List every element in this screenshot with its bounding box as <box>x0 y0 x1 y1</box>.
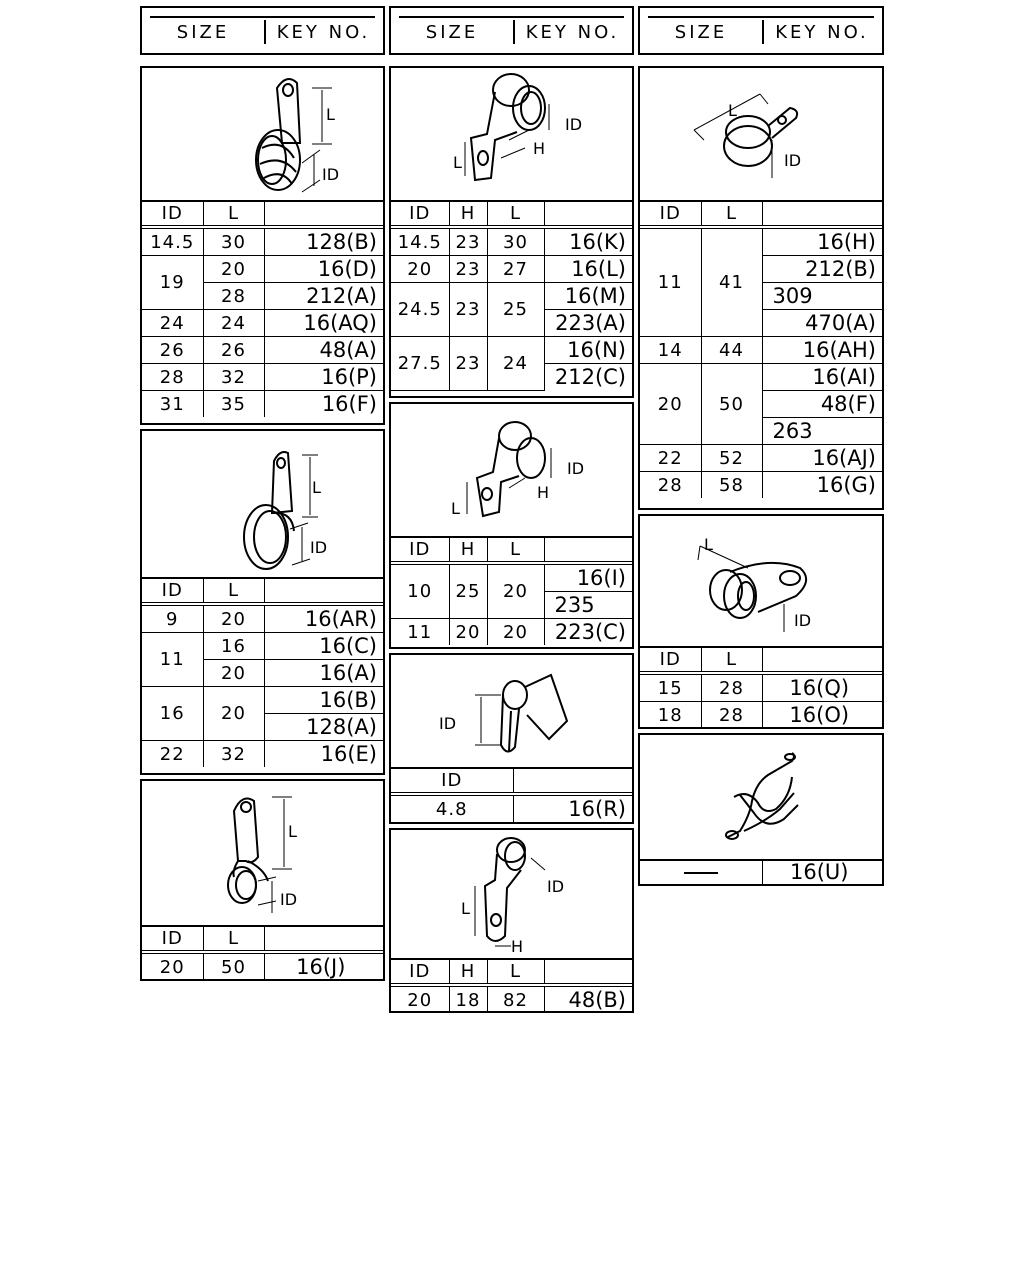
clamp-9-table <box>640 648 882 728</box>
table-cell: 16(AH) <box>762 337 882 364</box>
table-cell: 16(Q) <box>762 673 882 702</box>
table-row <box>142 337 383 364</box>
table-cell: 48(B) <box>544 985 632 1013</box>
table-cell: 20 <box>449 619 487 646</box>
dim-h-label: H <box>511 937 524 956</box>
clamp-6-table <box>391 769 632 822</box>
table-cell: 20 <box>203 604 264 633</box>
table-row <box>142 633 383 660</box>
table-cell <box>513 769 632 794</box>
table-cell: 20 <box>203 660 264 687</box>
table-row <box>391 227 632 256</box>
table-cell: 16(C) <box>264 633 383 660</box>
table-cell: ID <box>391 202 449 227</box>
clamp-panel-4 <box>389 66 634 398</box>
table-cell: 23 <box>449 283 487 337</box>
table-row <box>142 364 383 391</box>
clamp-panel-5 <box>389 402 634 649</box>
dim-id-label: ID <box>310 538 328 557</box>
table-cell: 16(AR) <box>264 604 383 633</box>
table-cell: 28 <box>142 364 203 391</box>
clamp-drawing <box>391 655 632 769</box>
table-cell: 26 <box>203 337 264 364</box>
table-cell: L <box>203 579 264 604</box>
table-cell: H <box>449 960 487 985</box>
table-cell: 48(F) <box>762 391 882 418</box>
clamp-drawing <box>142 68 383 202</box>
table-cell: 16(AI) <box>762 364 882 391</box>
table-cell: 14.5 <box>142 227 203 256</box>
table-cell: 212(C) <box>544 364 632 391</box>
table-cell: 22 <box>640 445 701 472</box>
table-cell: 16(P) <box>264 364 383 391</box>
dim-h-label: H <box>533 139 546 158</box>
dim-id-label: ID <box>322 165 340 184</box>
table-cell: 28 <box>701 702 762 729</box>
size-header-col2 <box>389 6 634 55</box>
table-cell <box>762 202 882 227</box>
table-cell: 35 <box>203 391 264 418</box>
table-cell: 44 <box>701 337 762 364</box>
table-cell: 24 <box>487 337 544 391</box>
table-cell: 11 <box>640 227 701 337</box>
size-header-col1 <box>140 6 385 55</box>
table-row <box>391 985 632 1013</box>
clamp-panel-2 <box>140 429 385 775</box>
table-cell: 16(AJ) <box>762 445 882 472</box>
table-cell <box>544 960 632 985</box>
table-cell: 28 <box>701 673 762 702</box>
table-cell: 20 <box>487 619 544 646</box>
table-row <box>142 310 383 337</box>
table-cell: 263 <box>762 418 882 445</box>
table-cell: L <box>487 202 544 227</box>
clamp-panel-3 <box>140 779 385 981</box>
table-cell: 235 <box>544 592 632 619</box>
table-cell: 58 <box>701 472 762 499</box>
key-no-label: KEY NO. <box>276 22 371 43</box>
size-header-col3 <box>638 6 884 55</box>
size-label: SIZE <box>176 22 230 43</box>
table-cell: 128(B) <box>264 227 383 256</box>
table-row <box>640 702 882 729</box>
table-cell: 30 <box>203 227 264 256</box>
table-cell: 212(B) <box>762 256 882 283</box>
table-row <box>391 563 632 592</box>
table-cell: 31 <box>142 391 203 418</box>
table-cell: 9 <box>142 604 203 633</box>
table-cell: 16(R) <box>513 794 632 822</box>
table-cell: 24 <box>203 310 264 337</box>
dim-l-label: L <box>453 153 462 172</box>
table-row <box>142 604 383 633</box>
table-cell: ID <box>391 960 449 985</box>
table-cell: 50 <box>203 952 264 980</box>
table-cell: 30 <box>487 227 544 256</box>
dim-l-label: L <box>451 499 460 518</box>
table-cell: 20 <box>487 563 544 619</box>
dim-id-label: ID <box>784 151 802 170</box>
table-cell <box>544 202 632 227</box>
table-cell: 20 <box>391 256 449 283</box>
table-cell: 23 <box>449 256 487 283</box>
table-row <box>142 256 383 283</box>
dim-id-label: ID <box>794 611 812 630</box>
table-row <box>391 256 632 283</box>
clamp-3-table <box>142 927 383 980</box>
table-cell: 16(AQ) <box>264 310 383 337</box>
table-cell: 11 <box>142 633 203 687</box>
table-cell: 128(A) <box>264 714 383 741</box>
dim-id-label: ID <box>280 890 298 909</box>
table-cell: 16(M) <box>544 283 632 310</box>
table-cell: 14 <box>640 337 701 364</box>
table-cell: L <box>701 202 762 227</box>
clamp-drawing <box>640 68 882 202</box>
table-cell: 16(U) <box>762 859 882 885</box>
table-cell: 23 <box>449 337 487 391</box>
table-cell: 18 <box>449 985 487 1013</box>
table-row <box>640 227 882 256</box>
table-cell: 22 <box>142 741 203 768</box>
dim-id-label: ID <box>439 714 457 733</box>
table-row <box>391 337 632 364</box>
table-cell: 23 <box>449 227 487 256</box>
table-row <box>142 391 383 418</box>
table-cell: 223(A) <box>544 310 632 337</box>
table-row <box>640 364 882 391</box>
table-row <box>640 337 882 364</box>
table-row <box>391 283 632 310</box>
table-cell: 32 <box>203 364 264 391</box>
table-cell: ID <box>640 202 701 227</box>
table-cell: 16(G) <box>762 472 882 499</box>
dim-id-label: ID <box>567 459 585 478</box>
table-cell: 16(A) <box>264 660 383 687</box>
table-cell: L <box>203 927 264 952</box>
table-cell: 10 <box>391 563 449 619</box>
dim-l-label: L <box>704 535 713 554</box>
size-label: SIZE <box>425 22 479 43</box>
table-cell: 16(H) <box>762 227 882 256</box>
key-no-label: KEY NO. <box>775 22 869 43</box>
table-cell: 16 <box>203 633 264 660</box>
table-cell: H <box>449 538 487 563</box>
clamp-panel-8 <box>638 66 884 510</box>
table-cell <box>264 927 383 952</box>
clamp-drawing <box>391 404 632 538</box>
table-cell <box>762 648 882 673</box>
col-key <box>264 202 383 227</box>
table-cell: 16(L) <box>544 256 632 283</box>
clamp-10-table <box>640 859 882 885</box>
table-cell: L <box>487 960 544 985</box>
table-row <box>640 472 882 499</box>
table-row <box>142 952 383 980</box>
table-cell: 28 <box>640 472 701 499</box>
key-no-label: KEY NO. <box>525 22 620 43</box>
table-cell: 16 <box>142 687 203 741</box>
clamp-drawing <box>142 431 383 579</box>
dim-h-label: H <box>537 483 550 502</box>
clamp-panel-9 <box>638 514 884 729</box>
table-cell: H <box>449 202 487 227</box>
table-cell: 52 <box>701 445 762 472</box>
table-row <box>640 445 882 472</box>
table-cell: 20 <box>391 985 449 1013</box>
clamp-panel-1 <box>140 66 385 425</box>
table-cell: L <box>487 538 544 563</box>
clamp-drawing <box>640 516 882 648</box>
table-cell: L <box>701 648 762 673</box>
table-cell: 20 <box>203 256 264 283</box>
table-cell: 4.8 <box>391 794 513 822</box>
table-cell: 309 <box>762 283 882 310</box>
clamp-drawing <box>391 68 632 202</box>
table-cell: 19 <box>142 256 203 310</box>
table-cell: 24 <box>142 310 203 337</box>
table-cell: 16(I) <box>544 563 632 592</box>
table-cell: ID <box>142 927 203 952</box>
table-cell: 27.5 <box>391 337 449 391</box>
table-cell: 18 <box>640 702 701 729</box>
table-row <box>391 619 632 646</box>
table-cell <box>264 579 383 604</box>
clamp-5-table <box>391 538 632 645</box>
table-row <box>142 687 383 714</box>
dim-id-label: ID <box>565 115 583 134</box>
clamp-panel-10 <box>638 733 884 886</box>
table-cell: 50 <box>701 364 762 445</box>
dim-l-label: L <box>312 478 321 497</box>
size-label: SIZE <box>674 22 728 43</box>
dim-l-label: L <box>461 899 470 918</box>
table-cell: 25 <box>487 283 544 337</box>
table-cell: 223(C) <box>544 619 632 646</box>
table-cell: 16(D) <box>264 256 383 283</box>
dim-id-label: ID <box>547 877 565 896</box>
clamp-2-table <box>142 579 383 767</box>
table-cell: 16(F) <box>264 391 383 418</box>
clamp-8-table <box>640 202 882 498</box>
table-cell: 20 <box>640 364 701 445</box>
clamp-7-table <box>391 960 632 1013</box>
table-cell: 48(A) <box>264 337 383 364</box>
dim-l-label: L <box>728 101 737 120</box>
dim-l-label: L <box>288 822 297 841</box>
table-cell: 11 <box>391 619 449 646</box>
clamp-1-table <box>142 202 383 417</box>
table-cell <box>640 859 762 885</box>
table-cell <box>544 538 632 563</box>
table-cell: 20 <box>142 952 203 980</box>
clamp-drawing <box>640 735 882 861</box>
table-cell: 32 <box>203 741 264 768</box>
clamp-drawing <box>391 830 632 960</box>
table-cell: ID <box>640 648 701 673</box>
table-cell: 212(A) <box>264 283 383 310</box>
table-cell: 16(N) <box>544 337 632 364</box>
table-row <box>142 227 383 256</box>
table-cell: 82 <box>487 985 544 1013</box>
table-cell: 16(J) <box>264 952 383 980</box>
dim-l-label: L <box>326 105 335 124</box>
table-cell: ID <box>142 579 203 604</box>
table-cell: 28 <box>203 283 264 310</box>
col-l: L <box>203 202 264 227</box>
table-cell: ID <box>391 769 513 794</box>
clamp-panel-7 <box>389 828 634 1013</box>
clamp-4-table <box>391 202 632 391</box>
table-row <box>640 859 882 885</box>
table-cell: 16(E) <box>264 741 383 768</box>
table-cell: 24.5 <box>391 283 449 337</box>
table-cell: 20 <box>203 687 264 741</box>
table-cell: 16(O) <box>762 702 882 729</box>
table-cell: 15 <box>640 673 701 702</box>
table-cell: 16(K) <box>544 227 632 256</box>
clamp-panel-6 <box>389 653 634 824</box>
dash-mark <box>684 872 718 874</box>
table-row <box>391 794 632 822</box>
col-id: ID <box>142 202 203 227</box>
table-cell: 41 <box>701 227 762 337</box>
table-cell: 27 <box>487 256 544 283</box>
table-cell: 25 <box>449 563 487 619</box>
table-cell: 16(B) <box>264 687 383 714</box>
table-row <box>142 741 383 768</box>
table-row <box>640 673 882 702</box>
table-cell: 470(A) <box>762 310 882 337</box>
table-cell: 14.5 <box>391 227 449 256</box>
clamp-drawing <box>142 781 383 927</box>
table-cell: 26 <box>142 337 203 364</box>
table-cell: ID <box>391 538 449 563</box>
